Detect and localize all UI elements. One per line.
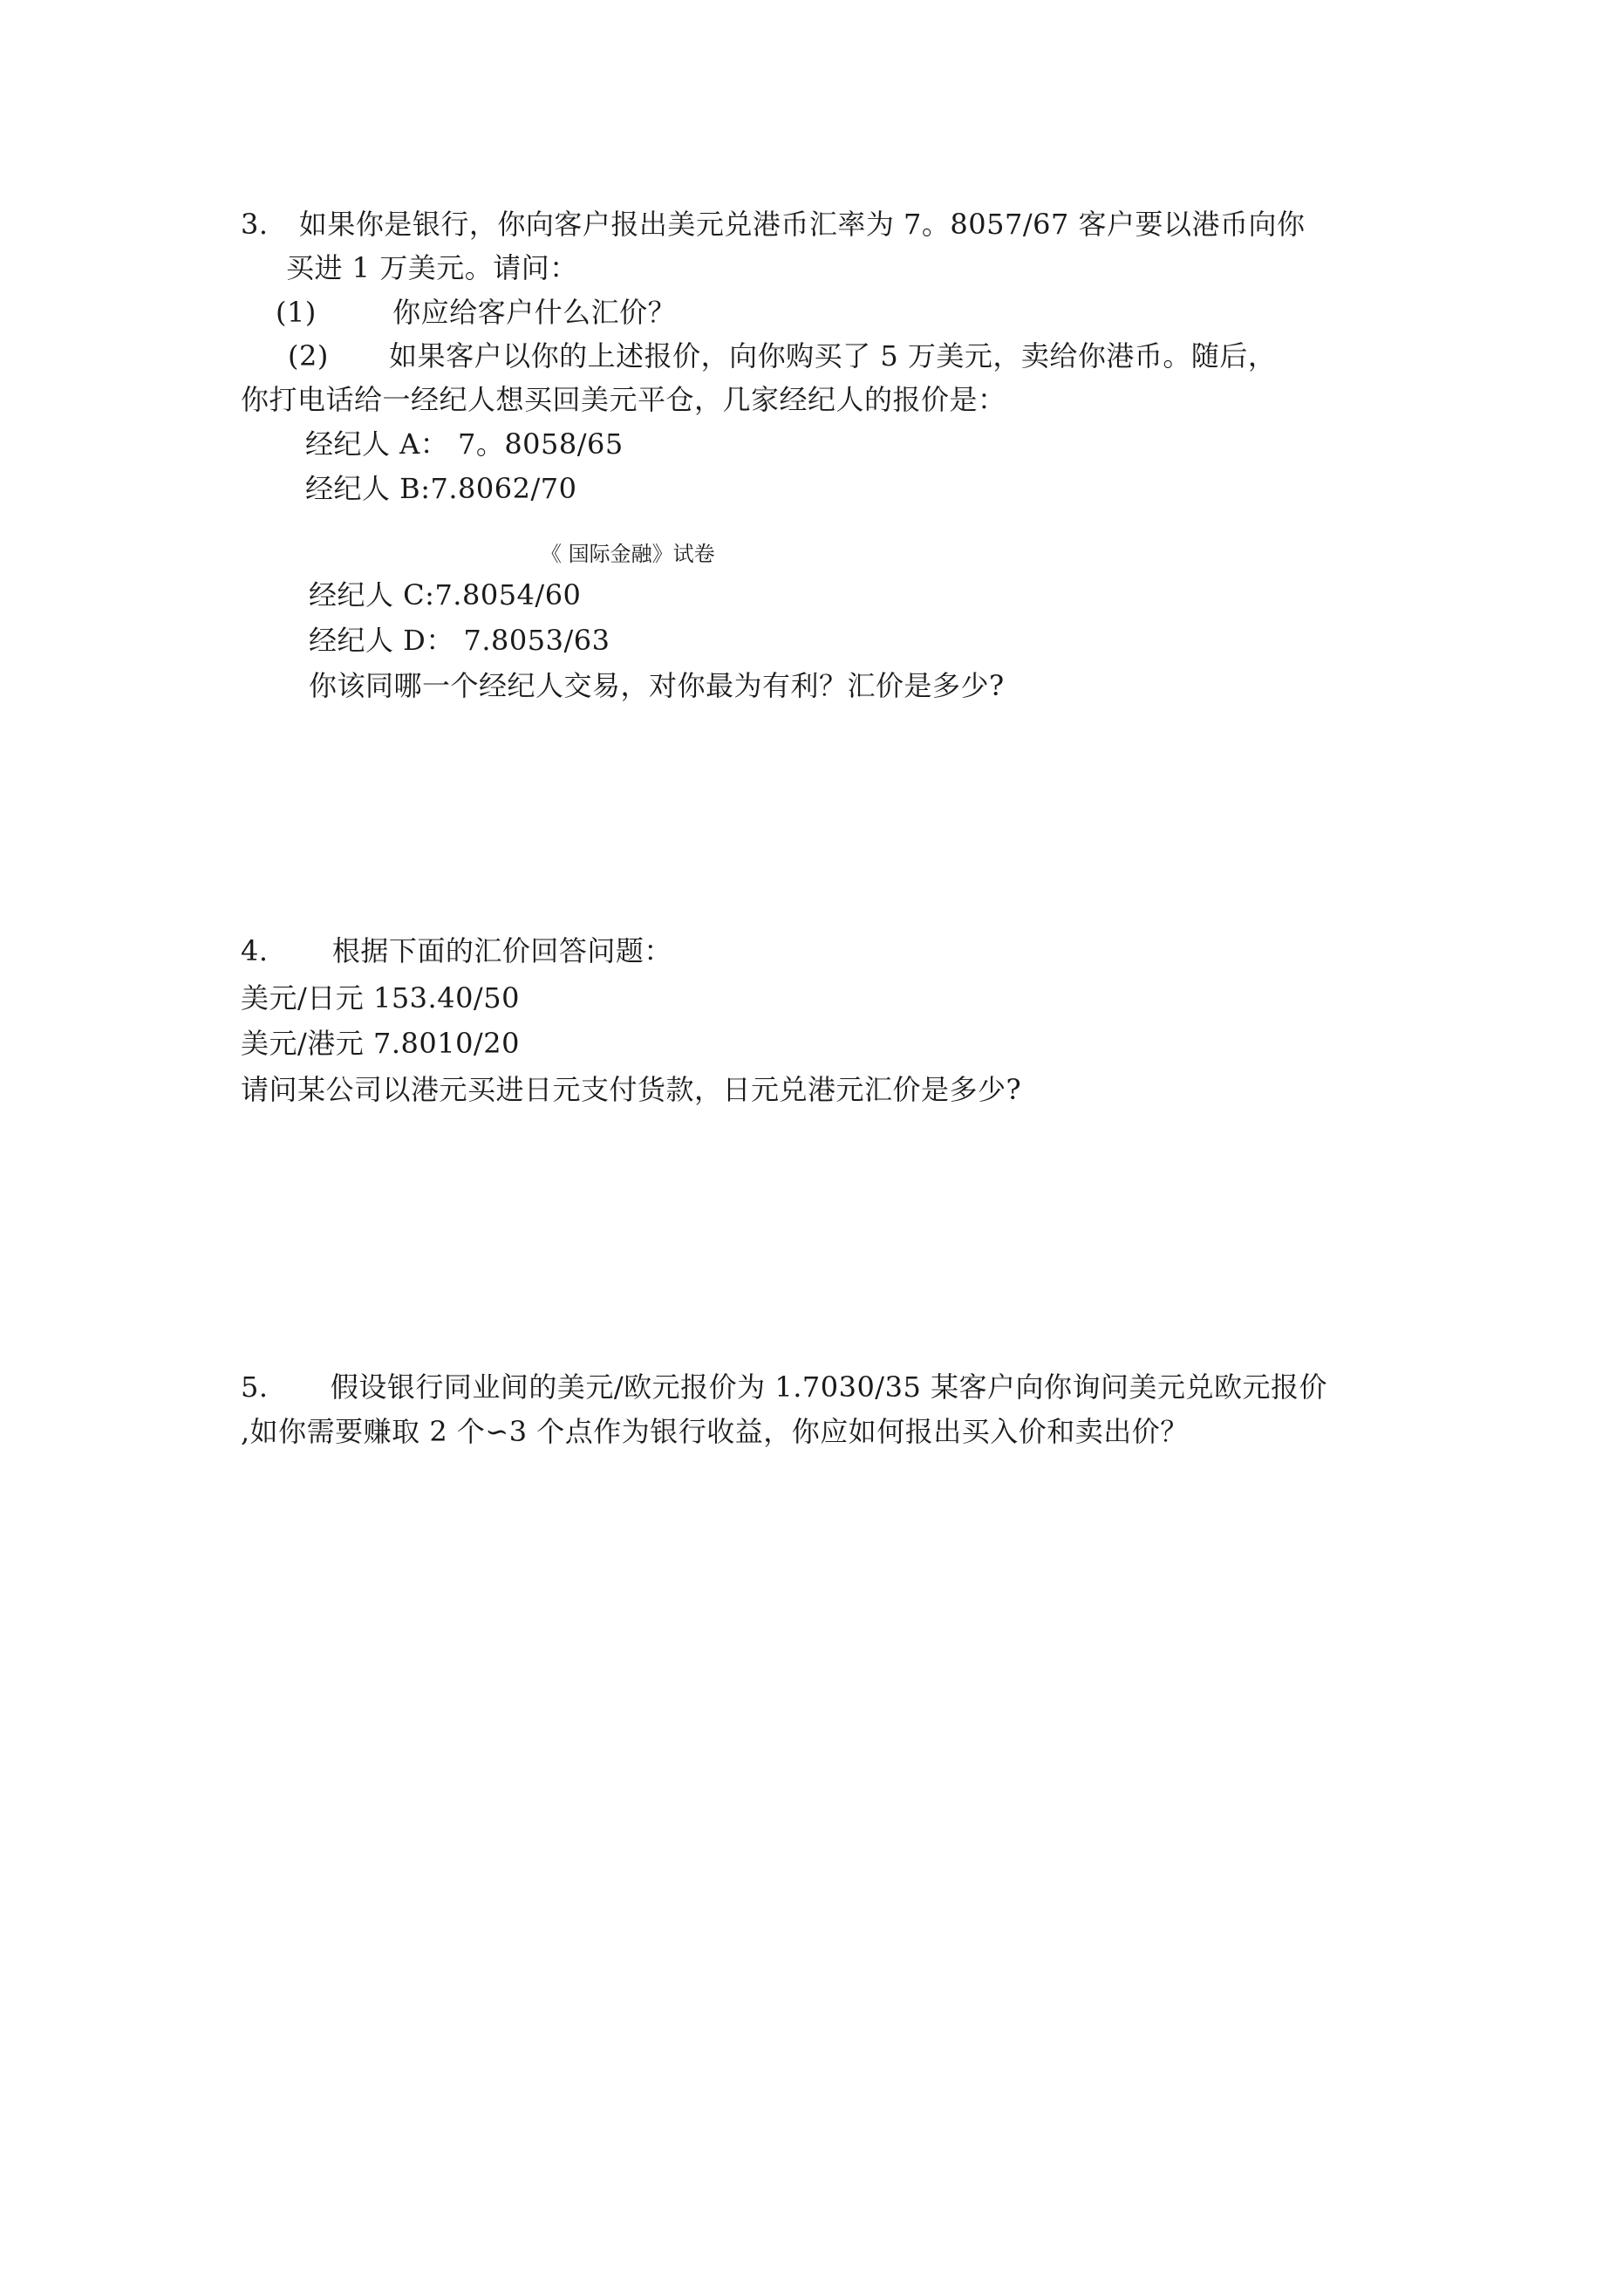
q3-sub-2-label: (2) [288, 339, 329, 372]
q3-broker-a: 经纪人 A： 7。8058/65 [305, 427, 624, 461]
q4-intro [241, 933, 672, 968]
document-header: 《 国际金融》试卷 [541, 542, 715, 566]
q3-sub-1-label: (1) [276, 296, 317, 329]
q5-line-2: ,如你需要赚取 2 个∽3 个点作为银行收益，你应如何报出买入价和卖出价？ [241, 1415, 1189, 1448]
q3-line-2: 买进 1 万美元。请问： [286, 251, 578, 284]
q4-number: 4. [241, 934, 269, 967]
q4-rate-1: 美元/日元 153.40/50 [241, 981, 520, 1015]
q3-sub-2 [288, 338, 1276, 373]
q4-intro-text: 根据下面的汇价回答问题： [331, 934, 672, 967]
q3-number: 3. [241, 208, 269, 241]
q3-question: 你该同哪一个经纪人交易，对你最为有利？汇价是多少? [309, 669, 1005, 702]
q4-rate-2: 美元/港元 7.8010/20 [241, 1027, 520, 1060]
q3-broker-c: 经纪人 C:7.8054/60 [309, 578, 582, 612]
q3-continuation: 你打电话给一经纪人想买回美元平仓，几家经纪人的报价是： [241, 383, 1006, 416]
q3-broker-b: 经纪人 B:7.8062/70 [305, 472, 577, 505]
q4-question: 请问某公司以港元买进日元支付货款，日元兑港元汇价是多少? [241, 1073, 1022, 1106]
q5-number: 5. [241, 1370, 269, 1404]
q3-sub-1-text: 你应给客户什么汇价？ [392, 296, 677, 329]
q3-sub-1 [276, 295, 676, 330]
q3-sub-2-text: 如果客户以你的上述报价，向你购买了 5 万美元，卖给你港币。随后， [389, 339, 1277, 372]
q3-line-1-text: 如果你是银行，你向客户报出美元兑港币汇率为 7。8057/67 客户要以港币向你 [298, 208, 1306, 241]
q5-line-1 [241, 1370, 1327, 1404]
q3-broker-d: 经纪人 D： 7.8053/63 [309, 624, 610, 657]
q5-line-1-text: 假设银行同业间的美元/欧元报价为 1.7030/35 某客户向你询问美元兑欧元报价 [330, 1370, 1327, 1404]
q3-line-1 [241, 207, 1306, 242]
